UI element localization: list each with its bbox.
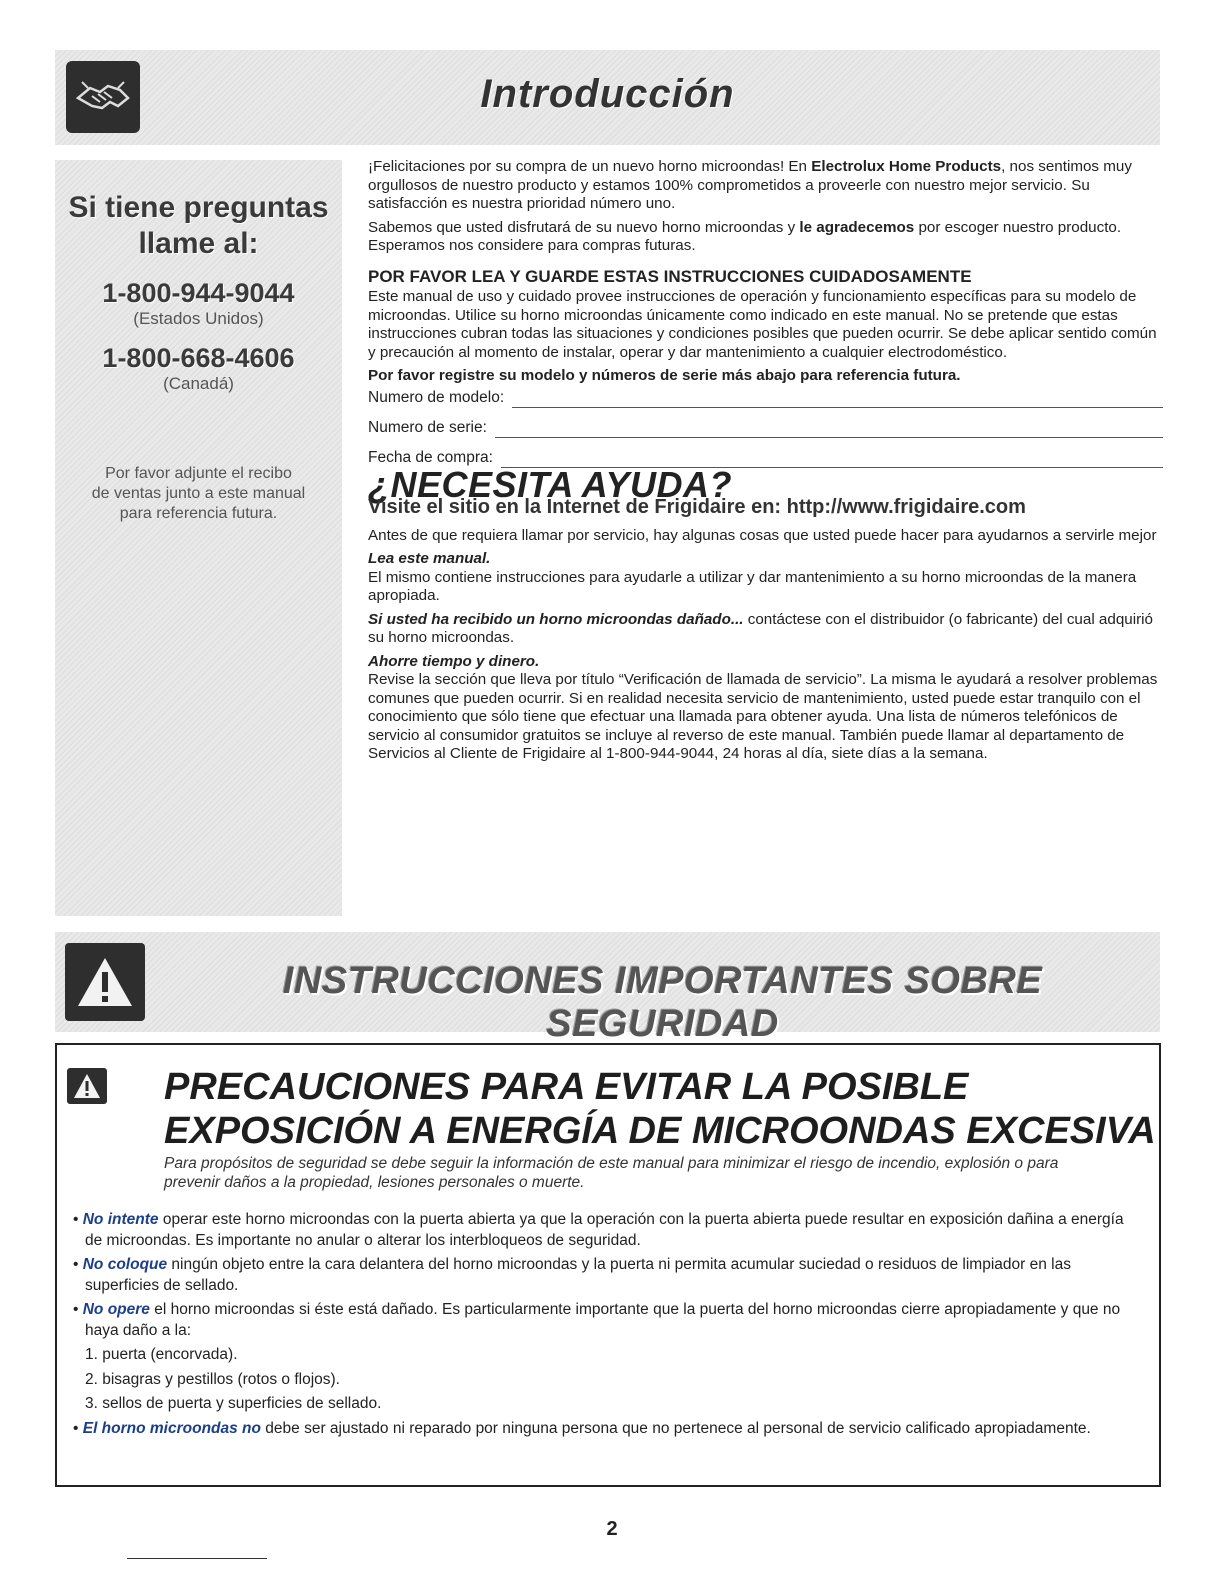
small-warning-icon [67,1068,107,1104]
read-save-heading: POR FAVOR LEA Y GUARDE ESTAS INSTRUCCIONES CUIDADOSAMENTE [368,266,972,286]
precautions-intro: Para propósitos de seguridad se debe seguir la información de este manual para minimizar el riesgo de incendio, explosión o para prevenir daños a la propiedad, lesiones personales o muerte. [164,1155,1059,1191]
save-time-heading: Ahorre tiempo y dinero. [368,652,540,670]
precautions-list [73,1210,1133,1443]
damaged-paragraph: Si usted ha recibido un horno microondas dañado... contáctese con el distribuidor (o fabricante) del cual adquirió su horno microondas. [368,610,1153,646]
receipt-note-1: Por favor adjunte el recibo [105,465,292,482]
region-canada: (Canadá) [163,374,234,393]
intro-paragraph-2: Sabemos que usted disfrutará de su nuevo horno microondas y le agradecemos por escoger nuestro producto. Esperamos nos considere para compras futuras. [368,218,1122,254]
website-line: Visite el sitio en la Internet de Frigidaire en: http://www.frigidaire.com [368,496,1026,518]
list-item: • El horno microondas no debe ser ajustado ni reparado por ninguna persona que no pertenece al personal de servicio calificado apropiadamente. [73,1419,1091,1437]
help-title: ¿NECESITA AYUDA? [368,463,732,505]
register-note: Por favor registre su modelo y números de serie más abajo para referencia futura. [368,367,961,384]
model-number-field[interactable]: Numero de modelo: [368,386,1163,408]
purchase-date-field[interactable]: Fecha de compra: [368,438,1163,468]
list-item: • No opere el horno microondas si éste está dañado. Es particularmente importante que la puerta del horno microondas cierre apropiadamente y que no haya daño a la: [73,1301,1121,1339]
read-manual-paragraph: El mismo contiene instrucciones para ayudarle a utilizar y dar mantenimiento a su horno microondas de la manera apropiada. [368,568,1137,604]
intro-title: Introducción [480,72,735,116]
contact-sidebar [55,160,342,916]
list-item: • No intente operar este horno microondas con la puerta abierta ya que la operación con la puerta abierta puede resultar en exposición dañina a energía de microondas. Es importante no anular o alterar los interbloqueos de seguridad. [73,1211,1124,1249]
read-manual-heading: Lea este manual. [368,550,491,567]
footer-rule [127,1558,267,1559]
precautions-title: PRECAUCIONES PARA EVITAR LA POSIBLE EXPOSICIÓN A ENERGÍA DE MICROONDAS EXCESIVA [164,1066,1156,1152]
save-time-paragraph: Revise la sección que lleva por título “Verificación de llamada de servicio”. La misma le ayudará a resolver problemas comunes que pueden ocurrir. Si en realidad necesita servicio de mantenimiento, usted puede estar tranquilo con el conocimiento que sólo tiene que efectuar una llamada para obtener ayuda. Una lista de números telefónicos de servicio al consumidor gratuitos se incluye al reverso de este manual. También puede llamar al departamento de Servicios al Cliente de Frigidaire al 1-800-944-9044, 24 horas al día, siete días a la semana. [368,671,1158,762]
sub-item: 2. bisagras y pestillos (rotos o flojos). [85,1370,340,1388]
list-item: • No coloque ningún objeto entre la cara delantera del horno microondas y la puerta ni permita acumular suciedad o residuos de limpiador en las superficies de sellado. [73,1256,1071,1294]
intro-paragraph-1: ¡Felicitaciones por su compra de un nuevo horno microondas! En Electrolux Home Products, nos sentimos muy orgullosos de nuestro producto y estamos 100% comprometidos a proveerle con nuestro mejor servicio. Su satisfacción es nuestra prioridad número uno. [368,158,1132,212]
intro-banner [55,50,1160,145]
safety-title: INSTRUCCIONES IMPORTANTES SOBRE SEGURIDAD [282,960,1043,1045]
safety-banner [55,932,1160,1045]
sub-item: 3. sellos de puerta y superficies de sellado. [85,1395,382,1412]
page-number: 2 [606,1518,618,1540]
phone-us: 1-800-944-9044 [102,278,295,308]
sub-item: 1. puerta (encorvada). [85,1346,238,1363]
precautions-box [55,1043,1161,1487]
main-column [368,158,1163,769]
receipt-note-3: para referencia futura. [119,505,278,522]
question-line-2: llame al: [138,227,259,260]
question-line-1: Si tiene preguntas [68,191,329,224]
serial-number-field[interactable]: Numero de serie: [368,408,1163,438]
brand-name: Electrolux Home Products [811,158,1002,175]
help-paragraph: Antes de que requiera llamar por servicio, hay algunas cosas que usted puede hacer para ayudarnos a servirle mejor [368,526,1157,544]
phone-canada: 1-800-668-4606 [102,343,295,373]
manual-paragraph: Este manual de uso y cuidado provee instrucciones de operación y funcionamiento específicas para su modelo de microondas. Utilice su horno microondas únicamente como indicado en este manual. No se pretende que estas instrucciones cubran todas las situaciones y condiciones posibles que pueden ocurrir. Se debe aplicar sentido común y precaución al momento de instalar, operar y dar mantenimiento a cualquier electrodoméstico. [368,288,1157,361]
region-us: (Estados Unidos) [133,309,264,328]
receipt-note-2: de ventas junto a este manual [91,485,306,502]
warning-icon [65,943,145,1021]
